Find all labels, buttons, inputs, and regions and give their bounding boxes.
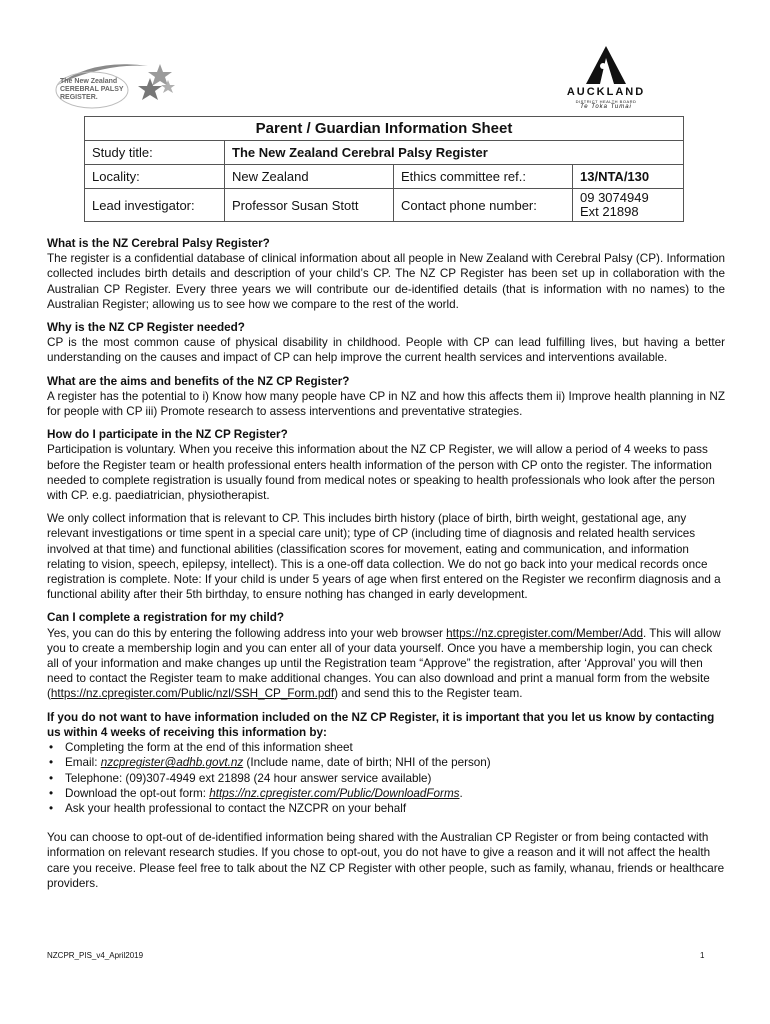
lead-investigator-value: Professor Susan Stott	[225, 189, 394, 222]
section-text: . This will allow you to create a membership login and you can enter all of your data yourself. Once you have a membership login, you can check all of your information and make changes up until the Registration team “Approve” the registration, after ‘Approval’ you will then need to contact the Register team to make additional changes. You can also download and print a manual form from the website (	[47, 626, 721, 701]
section-heading: Can I complete a registration for my child?	[47, 611, 285, 625]
footer-doc-id: NZCPR_PIS_v4_April2019	[47, 951, 144, 960]
email-link[interactable]: nzcpregister@adhb.govt.nz	[100, 756, 244, 770]
list-item	[65, 740, 725, 755]
list-item	[65, 786, 725, 801]
auckland-logo-tagline: Te Toka Tumai	[580, 104, 632, 110]
study-title-label: Study title:	[85, 141, 225, 165]
auckland-logo-subtitle: DISTRICT HEALTH BOARD	[575, 99, 637, 104]
nzcp-logo-text	[60, 78, 124, 102]
list-item	[65, 771, 725, 786]
section-text: You can choose to opt-out of de-identified information being shared with the Australian CP Register or from being contacted with information on relevant research studies. If you chose to opt-out, you do not have to give a reason and it will not affect the health care you receive. Please feel free to talk about the NZ CP Register with other people, such as family, whanau, friends or healthcare providers.	[47, 831, 725, 890]
list-item-text: Ask your health professional to contact the NZCPR on your behalf	[65, 801, 407, 815]
section-how-participate	[47, 427, 725, 503]
auckland-logo-name: AUCKLAND	[566, 86, 646, 98]
list-item	[65, 801, 725, 816]
section-text: ) and send this to the Register team.	[334, 687, 523, 701]
study-title-value: The New Zealand Cerebral Palsy Register	[225, 141, 684, 165]
section-text: Participation is voluntary. When you receive this information about the NZ CP Register, we will allow a period of 4 weeks to pass before the Register team or health professional enters health information of the person with CP onto the register. The information needed to complete registration is usually found from medical notes or speaking to health professionals who look after the person with CP. e.g. paediatrician, physiotherapist.	[47, 443, 715, 503]
contact-phone-number: 09 3074949	[580, 190, 649, 205]
section-text: The register is a confidential database of clinical information about all people in New Zealand with Cerebral Palsy (CP). Information collected includes birth details and description of your child’s CP. The NZ CP Register has been set up in collaboration with the Australian CP Register. Every three years we will contribute our de-identified details (that is information with no names) to the Australian Register; allowing us to see how we compare to the rest of the world.	[47, 252, 725, 311]
ethics-ref-label: Ethics committee ref.:	[394, 165, 573, 189]
section-complete-registration	[47, 610, 725, 701]
section-text: CP is the most common cause of physical disability in childhood. People with CP can lead fulfilling lives, but having a better understanding on the causes and impact of CP can help improve the current health services and interventions available.	[47, 336, 725, 365]
list-item-text: .	[459, 786, 463, 800]
ethics-ref-value: 13/NTA/130	[573, 165, 684, 189]
document-title: Parent / Guardian Information Sheet	[85, 117, 684, 141]
member-add-link[interactable]: https://nz.cpregister.com/Member/Add	[446, 626, 643, 640]
nzcp-logo-line-2: CEREBRAL PALSY	[60, 86, 124, 93]
contact-phone-ext: Ext 21898	[580, 204, 639, 219]
download-forms-link[interactable]: https://nz.cpregister.com/Public/DownloadForms	[209, 786, 460, 800]
lead-investigator-label: Lead investigator:	[85, 189, 225, 222]
section-why-needed	[47, 320, 725, 366]
section-heading: What is the NZ Cerebral Palsy Register?	[47, 237, 270, 250]
footer-page-number: 1	[700, 951, 705, 960]
section-heading: How do I participate in the NZ CP Register?	[47, 428, 288, 442]
list-item-text: Completing the form at the end of this information sheet	[65, 741, 353, 755]
study-info-table	[84, 116, 684, 222]
section-opt-out-sharing	[47, 830, 725, 891]
list-item	[65, 755, 725, 770]
section-text: Yes, you can do this by entering the following address into your web browser	[47, 626, 447, 640]
section-heading: If you do not want to have information included on the NZ CP Register, it is important that you let us know by contacting us within 4 weeks of receiving this information by:	[47, 710, 715, 739]
nzcp-logo-line-3: REGISTER.	[60, 94, 98, 101]
section-text: A register has the potential to i) Know how many people have CP in NZ and how this affects them ii) Improve health planning in NZ for people with CP iii) Promote research to assess interventions and preventative strategies.	[47, 389, 725, 419]
opt-out-list	[47, 740, 725, 816]
section-aims-benefits	[47, 374, 725, 420]
list-item-text: (Include name, date of birth; NHI of the person)	[243, 756, 491, 770]
list-item-text: Telephone: (09)307-4949 ext 21898 (24 hour answer service available)	[65, 771, 432, 785]
section-data-collected	[47, 511, 725, 602]
auckland-mountain-icon	[556, 44, 656, 86]
contact-phone-label: Contact phone number:	[394, 189, 573, 222]
section-heading: What are the aims and benefits of the NZ CP Register?	[47, 374, 350, 388]
nzcp-logo-line-1: The New Zealand	[60, 78, 118, 85]
document-body	[47, 236, 725, 899]
list-item-text: Email:	[65, 756, 101, 770]
manual-form-link[interactable]: https://nz.cpregister.com/Public/nzl/SSH_CP_Form.pdf	[50, 687, 335, 701]
locality-label: Locality:	[85, 165, 225, 189]
auckland-dhb-logo	[556, 44, 656, 110]
section-heading: Why is the NZ CP Register needed?	[47, 321, 245, 335]
locality-value: New Zealand	[225, 165, 394, 189]
section-what-is-register	[47, 236, 725, 312]
contact-phone-value	[573, 189, 684, 222]
list-item-text: Download the opt-out form:	[65, 786, 210, 800]
section-text: We only collect information that is relevant to CP. This includes birth history (place of birth, birth weight, gestational age, any relevant investigations or time spent in a special care unit); type of CP (including time of diagnosis and related health services involved at that time) and functional abilities (classification scores for movement, eating and communication, and information relating to vision, speech, epilepsy, intellect). This is a one-off data collection. We do not go back into your medical records once registration is complete. Note: If your child is under 5 years of age when first entered on the Register we reconfirm diagnosis and a functional ability after their 5th birthday, to ensure nothing has changed in early development.	[47, 512, 721, 602]
section-opt-out	[47, 710, 725, 816]
nzcp-register-logo	[52, 56, 192, 114]
